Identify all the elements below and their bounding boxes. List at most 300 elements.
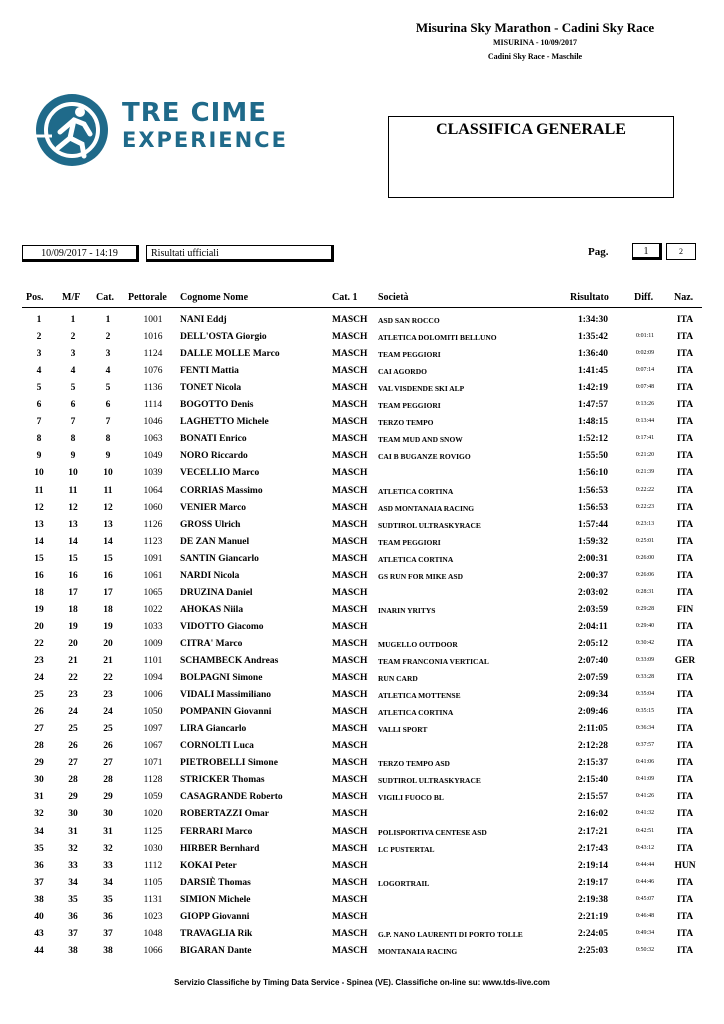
cell-diff: 0:21:20 <box>635 452 655 459</box>
cell-cat: 1 <box>105 315 111 325</box>
cell-pos: 22 <box>34 638 44 649</box>
cell-societa: ASD MONTANAIA RACING <box>378 503 475 513</box>
cell-cat1: MASCH <box>332 553 368 564</box>
cell-diff: 0:44:44 <box>635 861 655 868</box>
cell-diff: 0:43:12 <box>635 844 655 851</box>
cell-cat1: MASCH <box>332 826 368 837</box>
cell-cat1: MASCH <box>332 434 368 445</box>
cell-societa: VALLI SPORT <box>378 725 428 735</box>
cell-name: FENTI Mattia <box>180 366 239 377</box>
table-row <box>0 468 724 485</box>
cell-societa: GS RUN FOR MIKE ASD <box>378 571 464 581</box>
cell-pettorale: 1001 <box>143 315 163 325</box>
cell-societa: ATLETICA DOLOMITI BELLUNO <box>378 333 497 343</box>
cell-risultato: 2:00:31 <box>577 553 609 564</box>
cell-cat: 22 <box>103 673 113 684</box>
cell-cat: 2 <box>105 332 111 343</box>
cell-diff: 0:22:22 <box>635 486 655 493</box>
cell-naz: ITA <box>676 741 694 752</box>
cell-mf: 21 <box>68 656 78 666</box>
table-row <box>0 366 724 383</box>
cell-risultato: 2:09:46 <box>577 707 609 718</box>
cell-diff: 0:13:26 <box>635 401 655 408</box>
cell-cat: 30 <box>103 809 113 820</box>
cell-naz: ITA <box>676 434 694 445</box>
cell-diff: 0:23:13 <box>635 520 655 527</box>
cell-name: NARDI Nicola <box>180 570 240 581</box>
cell-societa: G.P. NANO LAURENTI DI PORTO TOLLE <box>378 929 523 939</box>
cell-risultato: 2:15:40 <box>577 775 609 786</box>
cell-cat1: MASCH <box>332 758 368 769</box>
cell-cat1: MASCH <box>332 638 368 649</box>
cell-mf: 38 <box>68 945 78 956</box>
cell-cat1: MASCH <box>332 366 368 377</box>
cell-cat1: MASCH <box>332 707 368 718</box>
cell-name: KOKAI Peter <box>180 860 237 871</box>
cell-name: LAGHETTO Michele <box>180 417 269 428</box>
cell-cat1: MASCH <box>332 741 368 752</box>
cell-pos: 26 <box>34 707 44 718</box>
cell-cat: 17 <box>103 587 113 598</box>
cell-cat1: MASCH <box>332 417 368 428</box>
cell-pos: 25 <box>34 690 44 701</box>
cell-diff: 0:26:00 <box>635 554 655 561</box>
cell-cat: 21 <box>103 656 113 666</box>
cell-pos: 7 <box>36 417 42 428</box>
cell-risultato: 1:47:57 <box>577 400 609 411</box>
cell-risultato: 1:34:30 <box>577 315 609 325</box>
cell-diff: 0:29:28 <box>635 605 655 612</box>
cell-name: CORRIAS Massimo <box>180 485 263 496</box>
table-row <box>0 895 724 912</box>
cell-cat1: MASCH <box>332 877 368 888</box>
cell-mf: 24 <box>68 707 78 718</box>
cell-societa: TEAM MUD AND SNOW <box>378 435 463 445</box>
cell-cat1: MASCH <box>332 468 368 479</box>
table-row <box>0 792 724 809</box>
cell-diff: 0:50:32 <box>635 946 655 953</box>
cell-pettorale: 1125 <box>143 826 163 837</box>
cell-cat: 18 <box>103 604 113 615</box>
cell-naz: HUN <box>674 860 696 871</box>
cell-diff: 0:07:48 <box>635 384 655 391</box>
cell-cat: 12 <box>103 502 113 513</box>
cell-mf: 20 <box>68 638 78 649</box>
cell-diff: 0:28:31 <box>635 588 655 595</box>
cell-pos: 36 <box>34 860 44 871</box>
cell-risultato: 2:19:14 <box>577 860 609 871</box>
cell-cat: 26 <box>103 741 113 752</box>
cell-name: VIDOTTO Giacomo <box>180 621 264 632</box>
cell-pos: 6 <box>36 400 42 411</box>
col-pettorale: Pettorale <box>128 292 167 303</box>
cell-societa: ATLETICA MOTTENSE <box>378 691 461 701</box>
table-row <box>0 417 724 434</box>
table-row <box>0 315 724 332</box>
cell-pos: 30 <box>34 775 44 786</box>
cell-mf: 33 <box>68 860 78 871</box>
cell-cat: 3 <box>105 349 111 360</box>
table-row <box>0 929 724 946</box>
cell-risultato: 1:56:53 <box>577 485 609 496</box>
cell-pettorale: 1009 <box>143 638 163 649</box>
cell-pettorale: 1065 <box>143 587 163 598</box>
cell-naz: ITA <box>676 775 694 786</box>
cell-name: NORO Riccardo <box>180 451 248 462</box>
cell-societa: VAL VISDENDE SKI ALP <box>378 384 465 394</box>
cell-pettorale: 1076 <box>143 366 163 377</box>
cell-name: DRUZINA Daniel <box>180 587 253 598</box>
cell-cat1: MASCH <box>332 485 368 496</box>
cell-cat: 29 <box>103 792 113 803</box>
tre-cime-logo <box>30 90 290 170</box>
cell-pettorale: 1128 <box>143 775 163 786</box>
cell-pos: 23 <box>34 656 44 666</box>
page-next[interactable]: 2 <box>666 243 696 260</box>
cell-mf: 1 <box>70 315 76 325</box>
cell-diff: 0:13:44 <box>635 418 655 425</box>
cell-naz: ITA <box>676 894 694 905</box>
logo-line2: EXPERIENCE <box>122 128 288 152</box>
cell-pos: 2 <box>36 332 42 343</box>
cell-cat1: MASCH <box>332 724 368 735</box>
cell-cat: 33 <box>103 860 113 871</box>
cell-risultato: 1:52:12 <box>577 434 609 445</box>
cell-mf: 12 <box>68 502 78 513</box>
cell-societa: SUDTIROL ULTRASKYRACE <box>378 520 481 530</box>
page-current[interactable]: 1 <box>632 243 662 260</box>
cell-mf: 27 <box>68 758 78 769</box>
cell-pos: 28 <box>34 741 44 752</box>
cell-pos: 37 <box>34 877 44 888</box>
table-row <box>0 383 724 400</box>
cell-pettorale: 1022 <box>143 604 163 615</box>
cell-mf: 31 <box>68 826 78 837</box>
cell-diff: 0:33:28 <box>635 674 655 681</box>
table-row <box>0 656 724 673</box>
col-name: Cognome Nome <box>180 292 249 303</box>
cell-cat1: MASCH <box>332 673 368 684</box>
table-row <box>0 400 724 417</box>
cell-name: VIDALI Massimiliano <box>180 690 272 701</box>
cell-mf: 9 <box>70 451 76 462</box>
cell-pos: 29 <box>34 758 44 769</box>
cell-pos: 20 <box>34 621 44 632</box>
table-row <box>0 451 724 468</box>
cell-cat1: MASCH <box>332 911 368 922</box>
cell-cat1: MASCH <box>332 349 368 360</box>
cell-risultato: 2:03:02 <box>577 587 609 598</box>
cell-pos: 35 <box>34 843 44 854</box>
cell-diff: 0:02:09 <box>635 350 655 357</box>
cell-mf: 3 <box>70 349 76 360</box>
cell-name: SANTIN Giancarlo <box>180 553 259 564</box>
cell-pettorale: 1067 <box>143 741 163 752</box>
cell-cat1: MASCH <box>332 945 368 956</box>
cell-diff: 0:49:34 <box>635 929 655 936</box>
cell-risultato: 2:16:02 <box>577 809 609 820</box>
cell-societa: ATLETICA CORTINA <box>378 708 454 718</box>
cell-naz: ITA <box>676 621 694 632</box>
cell-mf: 35 <box>68 894 78 905</box>
cell-diff: 0:46:48 <box>635 912 655 919</box>
cell-pettorale: 1123 <box>143 536 163 547</box>
cell-diff: 0:41:32 <box>635 810 655 817</box>
cell-diff: 0:26:06 <box>635 571 655 578</box>
classifica-box <box>388 116 674 198</box>
table-row <box>0 537 724 554</box>
cell-risultato: 2:15:37 <box>577 758 609 769</box>
cell-naz: ITA <box>676 843 694 854</box>
cell-risultato: 2:12:28 <box>577 741 609 752</box>
cell-risultato: 2:07:59 <box>577 673 609 684</box>
cell-diff: 0:21:39 <box>635 469 655 476</box>
cell-pettorale: 1097 <box>143 724 163 735</box>
cell-naz: ITA <box>676 587 694 598</box>
cell-risultato: 1:35:42 <box>577 332 609 343</box>
cell-cat: 28 <box>103 775 113 786</box>
cell-name: BOLPAGNI Simone <box>180 673 263 684</box>
cell-societa: POLISPORTIVA CENTESE ASD <box>378 827 487 837</box>
cell-mf: 30 <box>68 809 78 820</box>
cell-pettorale: 1020 <box>143 809 163 820</box>
cell-diff: 0:41:06 <box>635 759 655 766</box>
cell-mf: 32 <box>68 843 78 854</box>
cell-pettorale: 1049 <box>143 451 163 462</box>
cell-pettorale: 1131 <box>143 894 163 905</box>
cell-pettorale: 1039 <box>143 468 163 479</box>
cell-cat: 32 <box>103 843 113 854</box>
cell-societa: TEAM PEGGIORI <box>378 350 441 360</box>
cell-cat: 37 <box>103 928 113 939</box>
cell-name: SCHAMBECK Andreas <box>180 656 279 666</box>
runner-logo-icon <box>30 90 116 170</box>
cell-risultato: 2:05:12 <box>577 638 609 649</box>
cell-diff: 0:37:57 <box>635 742 655 749</box>
cell-cat1: MASCH <box>332 315 368 325</box>
col-naz: Naz. <box>674 292 694 303</box>
cell-naz: ITA <box>676 383 694 394</box>
cell-mf: 37 <box>68 928 78 939</box>
logo-line1: TRE CIME <box>122 98 267 128</box>
cell-risultato: 2:19:17 <box>577 877 609 888</box>
cell-pettorale: 1060 <box>143 502 163 513</box>
cell-risultato: 2:17:21 <box>577 826 609 837</box>
cell-pettorale: 1048 <box>143 928 163 939</box>
cell-pettorale: 1094 <box>143 673 163 684</box>
cell-cat1: MASCH <box>332 621 368 632</box>
cell-cat: 20 <box>103 638 113 649</box>
cell-cat: 14 <box>103 536 113 547</box>
cell-pettorale: 1066 <box>143 945 163 956</box>
cell-cat1: MASCH <box>332 502 368 513</box>
cell-pos: 40 <box>34 911 44 922</box>
cell-cat1: MASCH <box>332 383 368 394</box>
cell-cat: 35 <box>103 894 113 905</box>
cell-societa: ATLETICA CORTINA <box>378 486 454 496</box>
cell-diff: 0:17:41 <box>635 435 655 442</box>
cell-risultato: 2:04:11 <box>578 621 608 632</box>
cell-diff: 0:45:07 <box>635 895 655 902</box>
table-row <box>0 707 724 724</box>
cell-name: ROBERTAZZI Omar <box>180 809 269 820</box>
cell-pettorale: 1124 <box>143 349 163 360</box>
table-row <box>0 775 724 792</box>
cell-naz: ITA <box>676 315 694 325</box>
cell-risultato: 2:25:03 <box>577 945 609 956</box>
table-row <box>0 588 724 605</box>
cell-risultato: 2:15:57 <box>577 792 609 803</box>
cell-risultato: 1:48:15 <box>577 417 609 428</box>
cell-risultato: 1:55:50 <box>577 451 609 462</box>
cell-cat: 4 <box>105 366 111 377</box>
cell-diff: 0:41:26 <box>635 793 655 800</box>
cell-name: TONET Nicola <box>180 383 242 394</box>
table-row <box>0 861 724 878</box>
cell-pos: 5 <box>36 383 42 394</box>
cell-naz: ITA <box>676 809 694 820</box>
cell-societa: CAI B BUGANZE ROVIGO <box>378 452 471 462</box>
cell-diff: 0:25:01 <box>635 537 655 544</box>
table-row <box>0 622 724 639</box>
cell-naz: ITA <box>676 468 694 479</box>
cell-pos: 13 <box>34 519 44 530</box>
cell-name: PIETROBELLI Simone <box>180 758 278 769</box>
cell-risultato: 2:19:38 <box>577 894 609 905</box>
cell-diff: 0:41:09 <box>635 776 655 783</box>
cell-name: GROSS Ulrich <box>180 519 241 530</box>
table-row <box>0 554 724 571</box>
cell-cat: 23 <box>103 690 113 701</box>
table-row <box>0 673 724 690</box>
header-divider <box>22 307 702 308</box>
cell-pos: 31 <box>34 792 44 803</box>
cell-diff: 0:35:15 <box>635 708 655 715</box>
cell-diff: 0:36:34 <box>635 725 655 732</box>
cell-mf: 19 <box>68 621 78 632</box>
cell-risultato: 1:42:19 <box>577 383 609 394</box>
cell-naz: ITA <box>676 928 694 939</box>
cell-name: DALLE MOLLE Marco <box>180 349 280 360</box>
cell-risultato: 1:36:40 <box>577 349 609 360</box>
cell-cat: 31 <box>103 826 113 837</box>
cell-societa: TERZO TEMPO <box>378 418 434 428</box>
cell-naz: ITA <box>676 332 694 343</box>
cell-name: BOGOTTO Denis <box>180 400 254 411</box>
cell-pettorale: 1064 <box>143 485 163 496</box>
cell-name: CORNOLTI Luca <box>180 741 254 752</box>
cell-naz: ITA <box>676 519 694 530</box>
cell-risultato: 1:56:10 <box>577 468 609 479</box>
cell-cat: 25 <box>103 724 113 735</box>
cell-societa: TEAM PEGGIORI <box>378 401 441 411</box>
col-cat1: Cat. 1 <box>332 292 358 303</box>
cell-naz: ITA <box>676 485 694 496</box>
cell-societa: TEAM FRANCONIA VERTICAL <box>378 657 489 666</box>
cell-societa: VIGILI FUOCO BL <box>378 793 444 803</box>
cell-name: BIGARAN Dante <box>180 945 252 956</box>
cell-pos: 18 <box>34 587 44 598</box>
table-row <box>0 332 724 349</box>
cell-pettorale: 1016 <box>143 332 163 343</box>
cell-risultato: 1:41:45 <box>577 366 609 377</box>
col-pos: Pos. <box>26 292 44 303</box>
cell-pos: 12 <box>34 502 44 513</box>
cell-mf: 17 <box>68 587 78 598</box>
table-row <box>0 690 724 707</box>
table-row <box>0 827 724 844</box>
cell-mf: 36 <box>68 911 78 922</box>
table-row <box>0 349 724 366</box>
cell-naz: ITA <box>676 553 694 564</box>
cell-cat1: MASCH <box>332 400 368 411</box>
cell-pos: 19 <box>34 604 44 615</box>
cell-cat1: MASCH <box>332 587 368 598</box>
cell-cat: 38 <box>103 945 113 956</box>
cell-risultato: 2:03:59 <box>577 604 609 615</box>
event-subtitle-date: MISURINA - 10/09/2017 <box>492 38 577 47</box>
cell-name: HIRBER Bernhard <box>180 843 260 854</box>
cell-mf: 34 <box>68 877 78 888</box>
cell-cat1: MASCH <box>332 894 368 905</box>
cell-pettorale: 1071 <box>143 758 163 769</box>
cell-pos: 1 <box>36 315 42 325</box>
page-label: Pag. <box>588 246 609 258</box>
cell-diff: 0:42:51 <box>635 827 655 834</box>
cell-name: BONATI Enrico <box>180 434 247 445</box>
cell-name: SIMION Michele <box>180 894 251 905</box>
cell-name: VECELLIO Marco <box>180 468 260 479</box>
cell-diff: 0:35:04 <box>635 691 655 698</box>
cell-pettorale: 1059 <box>143 792 163 803</box>
table-row <box>0 758 724 775</box>
cell-naz: ITA <box>676 366 694 377</box>
cell-cat: 6 <box>105 400 111 411</box>
cell-mf: 25 <box>68 724 78 735</box>
cell-pettorale: 1114 <box>143 400 163 411</box>
cell-pettorale: 1126 <box>143 519 163 530</box>
cell-mf: 11 <box>68 485 78 496</box>
official-results-box: Risultati ufficiali <box>146 245 334 262</box>
footer-credit: Servizio Classifiche by Timing Data Service - Spinea (VE). Classifiche on-line su: www.tds-live.com <box>174 978 550 987</box>
cell-mf: 23 <box>68 690 78 701</box>
cell-cat1: MASCH <box>332 690 368 701</box>
classifica-title: CLASSIFICA GENERALE <box>436 121 626 138</box>
cell-pos: 9 <box>36 451 42 462</box>
cell-risultato: 2:11:05 <box>578 724 608 735</box>
col-cat: Cat. <box>96 292 115 303</box>
cell-cat: 9 <box>105 451 111 462</box>
cell-naz: ITA <box>676 826 694 837</box>
cell-cat1: MASCH <box>332 570 368 581</box>
cell-mf: 8 <box>70 434 76 445</box>
cell-societa: MONTANAIA RACING <box>378 946 458 956</box>
cell-pettorale: 1046 <box>143 417 163 428</box>
cell-pos: 44 <box>34 945 44 956</box>
cell-pettorale: 1063 <box>143 434 163 445</box>
col-risultato: Risultato <box>570 292 609 303</box>
cell-diff: 0:33:09 <box>635 657 655 663</box>
cell-risultato: 2:07:40 <box>577 656 609 666</box>
date-time-box: 10/09/2017 - 14:19 <box>22 245 139 262</box>
col-diff: Diff. <box>634 292 654 303</box>
cell-pos: 14 <box>34 536 44 547</box>
cell-pettorale: 1091 <box>143 553 163 564</box>
cell-name: POMPANIN Giovanni <box>180 707 272 718</box>
cell-cat1: MASCH <box>332 860 368 871</box>
cell-pos: 27 <box>34 724 44 735</box>
cell-pettorale: 1030 <box>143 843 163 854</box>
